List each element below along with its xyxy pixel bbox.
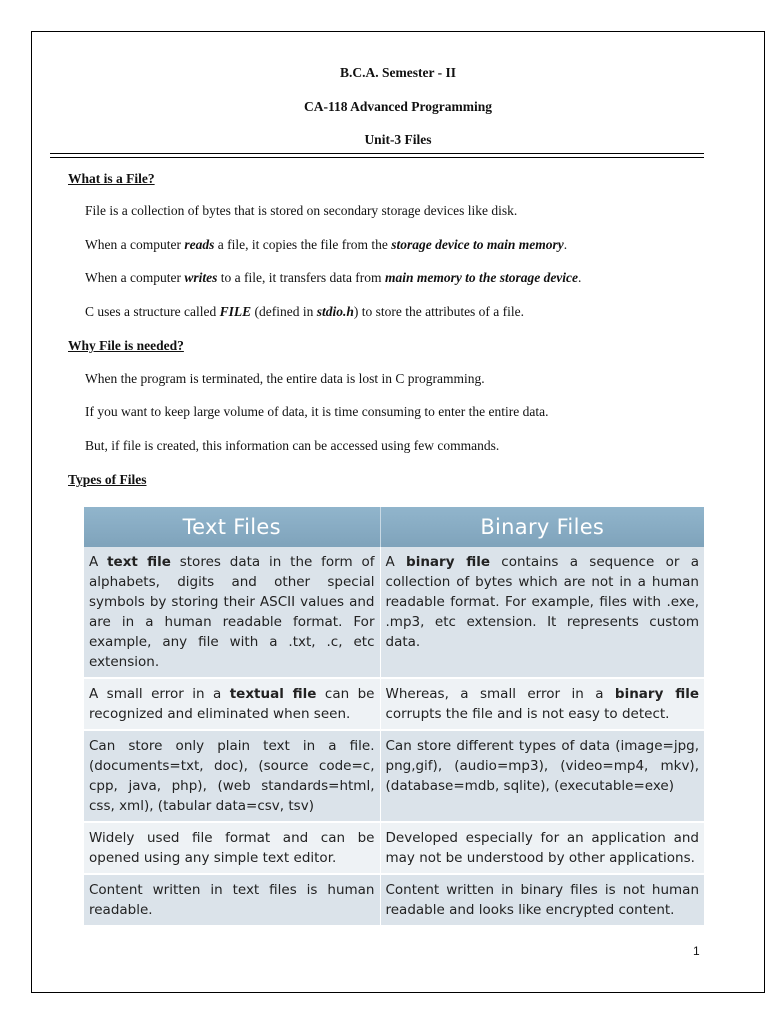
- file-types-table: [84, 507, 704, 925]
- paragraph-write: When a computer writes to a file, it transfers data from main memory to the storage device.: [85, 270, 582, 285]
- paragraph-few-commands: But, if file is created, this information can be accessed using few commands.: [85, 438, 500, 453]
- table-cell: Whereas, a small error in a binary file corrupts the file and is not easy to detect.: [380, 678, 704, 730]
- table-row: [84, 822, 704, 874]
- course-title: B.C.A. Semester - II: [340, 65, 456, 80]
- table-cell: A text file stores data in the form of alphabets, digits and other special symbols by storing their ASCII values and are in a human readable format. For example, any file with a .txt, .c, etc extension.: [84, 547, 380, 678]
- table-row: [84, 678, 704, 730]
- header-divider-top: [50, 153, 704, 154]
- paragraph-file-definition: File is a collection of bytes that is stored on secondary storage devices like disk.: [85, 203, 518, 218]
- column-header-text-files: Text Files: [84, 507, 380, 547]
- section-heading-why-needed: Why File is needed?: [68, 338, 184, 353]
- paragraph-data-lost: When the program is terminated, the entire data is lost in C programming.: [85, 371, 485, 386]
- column-header-binary-files: Binary Files: [380, 507, 704, 547]
- table-row: [84, 730, 704, 822]
- table-cell: Developed especially for an application and may not be understood by other applications.: [380, 822, 704, 874]
- page-number: 1: [693, 944, 700, 958]
- table-row: [84, 547, 704, 678]
- table-row: [84, 874, 704, 925]
- paragraph-read: When a computer reads a file, it copies the file from the storage device to main memory.: [85, 237, 568, 252]
- unit-title: Unit-3 Files: [364, 132, 432, 147]
- paragraph-large-volume: If you want to keep large volume of data, it is time consuming to enter the entire data.: [85, 404, 549, 419]
- table-cell: A binary file contains a sequence or a collection of bytes which are not in a human readable format. For example, files with .exe, .mp3, etc extension. It represents custom data.: [380, 547, 704, 678]
- paragraph-file-structure: C uses a structure called FILE (defined in stdio.h) to store the attributes of a file.: [85, 304, 525, 319]
- table-cell: Content written in text files is human readable.: [84, 874, 380, 925]
- section-heading-what-is-file: What is a File?: [68, 171, 155, 186]
- table-cell: A small error in a textual file can be recognized and eliminated when seen.: [84, 678, 380, 730]
- table-cell: Widely used file format and can be opened using any simple text editor.: [84, 822, 380, 874]
- section-heading-types-of-files: Types of Files: [68, 472, 147, 487]
- table-cell: Can store only plain text in a file. (documents=txt, doc), (source code=c, cpp, java, php), (web standards=html, css, xml), (tabular data=csv, tsv): [84, 730, 380, 822]
- table-cell: Content written in binary files is not human readable and looks like encrypted content.: [380, 874, 704, 925]
- table-cell: Can store different types of data (image=jpg, png,gif), (audio=mp3), (video=mp4, mkv), (database=mdb, sqlite), (executable=exe): [380, 730, 704, 822]
- subject-title: CA-118 Advanced Programming: [304, 99, 492, 114]
- header-divider-bottom: [50, 157, 704, 158]
